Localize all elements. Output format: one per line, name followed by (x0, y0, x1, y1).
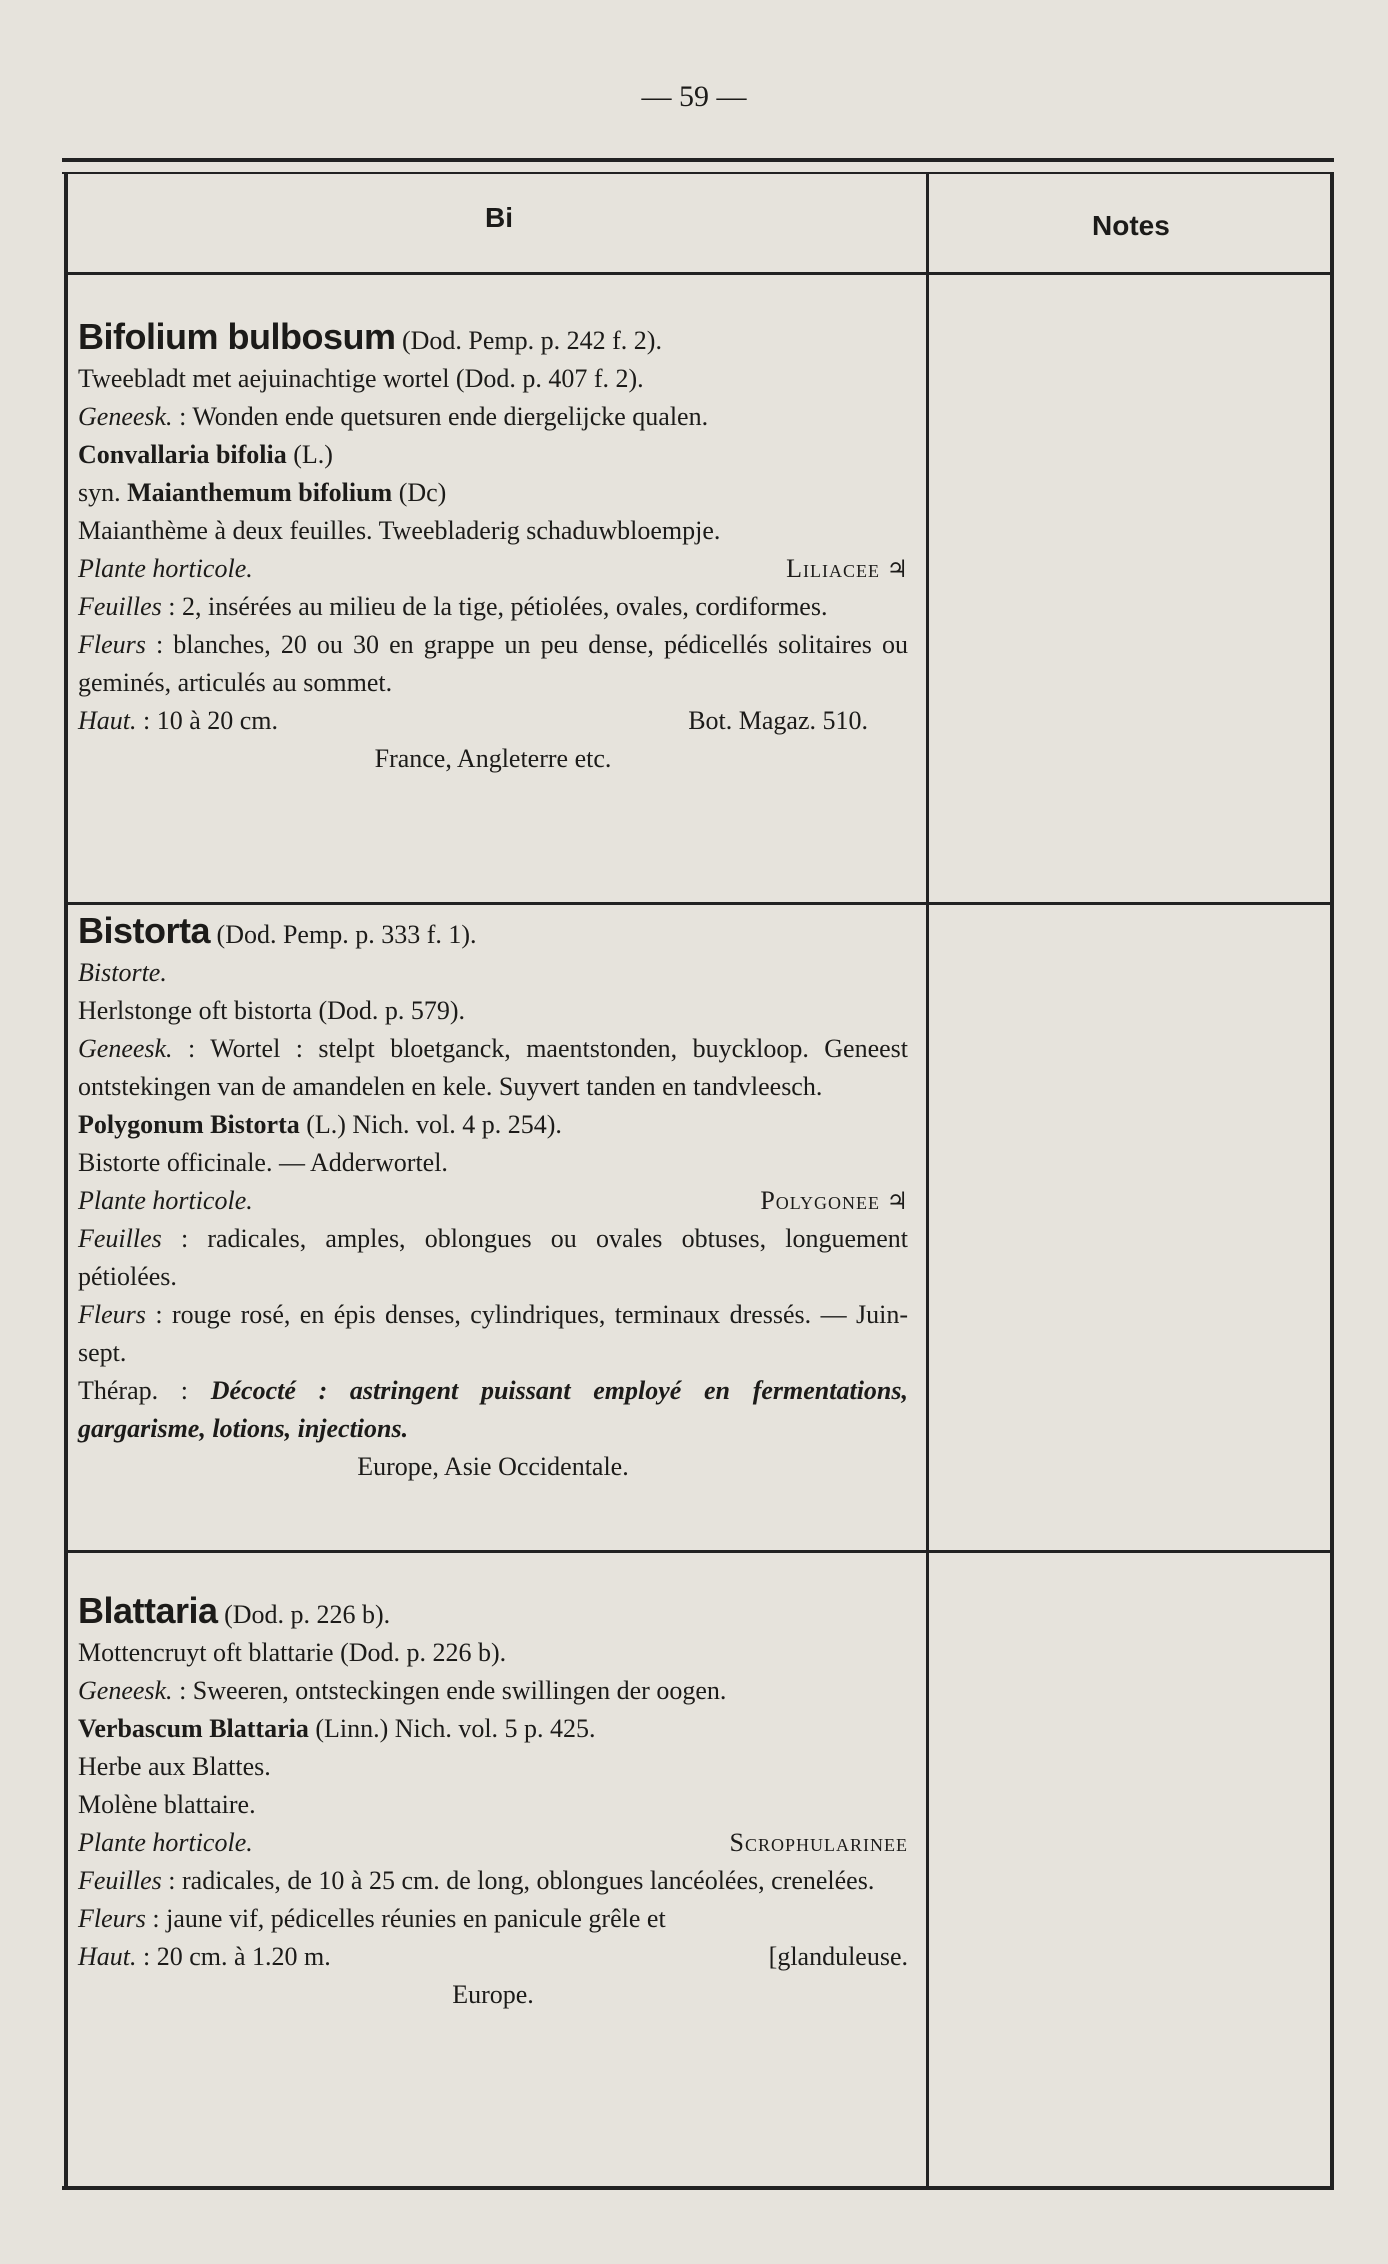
table-top-rule-inner (62, 172, 1334, 174)
page-number: — 59 — (641, 80, 747, 113)
fleurs-text: : jaune vif, pédicelles réunies en panicule grêle et (152, 1904, 666, 1933)
fleurs-continuation: [glanduleuse. (768, 1942, 908, 1971)
latin-name: Verbascum Blattaria (78, 1714, 309, 1743)
fleurs-text: : rouge rosé, en épis denses, cylindriques, terminaux dressés. — Juin-sept. (78, 1300, 908, 1367)
latin-author: (L.) Nich. vol. 4 p. 254). (306, 1110, 562, 1139)
fleurs-text: : blanches, 20 ou 30 en grappe un peu dense, pédicellés solitaires ou geminés, articulés au sommet. (78, 630, 909, 697)
entry-bifolium (78, 318, 908, 778)
family-name: Scrophularinee (729, 1828, 908, 1857)
haut-label: Haut. (78, 706, 137, 735)
entry-title: Bifolium bulbosum (78, 316, 396, 357)
region: Europe, Asie Occidentale. (357, 1452, 629, 1481)
entry-line: Herlstonge oft bistorta (Dod. p. 579). (78, 996, 466, 1025)
latin-name: Polygonum Bistorta (78, 1110, 300, 1139)
geneesk-text: : Wonden ende quetsuren ende diergelijcke qualen. (179, 402, 709, 431)
synonym-name: Maianthemum bifolium (127, 478, 393, 507)
table-top-rule (62, 158, 1334, 162)
therap-text: Décocté : astringent puissant employé en fermentations, gargarisme, lotions, injections. (78, 1376, 908, 1443)
plante-note: Plante horticole. (78, 1186, 253, 1215)
plante-note: Plante horticole. (78, 554, 253, 583)
geneesk-label: Geneesk. (78, 1034, 173, 1063)
table-left-border (64, 172, 68, 2188)
entry-line: Tweebladt met aejuinachtige wortel (Dod. p. 407 f. 2). (78, 364, 644, 393)
geneesk-label: Geneesk. (78, 402, 173, 431)
feuilles-text: : radicales, de 10 à 25 cm. de long, oblongues lancéolées, crenelées. (168, 1866, 875, 1895)
entry-blattaria (78, 1592, 908, 2014)
entry-title: Blattaria (78, 1590, 218, 1631)
geneesk-text: : Sweeren, ontsteckingen ende swillingen der oogen. (179, 1676, 727, 1705)
family-name: Liliacee (786, 554, 880, 583)
feuilles-text: : radicales, amples, oblongues ou ovales obtuses, longuement pétiolées. (78, 1224, 909, 1291)
header-bottom-rule (64, 272, 1334, 275)
latin-name: Convallaria bifolia (78, 440, 287, 469)
feuilles-label: Feuilles (78, 1866, 162, 1895)
perennial-symbol: ♃ (886, 555, 908, 583)
geneesk-text: : Wortel : stelpt bloetganck, maentstonden, buyckloop. Geneest ontstekingen van de amandelen en kele. Suyvert tanden en tandvleesch. (78, 1034, 909, 1101)
plante-note: Plante horticole. (78, 1828, 253, 1857)
common-names: Bistorte officinale. — Adderwortel. (78, 1148, 448, 1177)
haut-text: : 10 à 20 cm. (143, 706, 279, 735)
column-divider (926, 172, 929, 2188)
latin-author: (L.) (293, 440, 333, 469)
perennial-symbol: ♃ (886, 1187, 908, 1215)
latin-author: (Linn.) Nich. vol. 5 p. 425. (315, 1714, 596, 1743)
fleurs-label: Fleurs (78, 1904, 146, 1933)
entry-reference: (Dod. p. 226 b). (224, 1600, 391, 1629)
fleurs-label: Fleurs (78, 1300, 146, 1329)
feuilles-label: Feuilles (78, 1224, 162, 1253)
region: Europe. (452, 1980, 534, 2009)
feuilles-label: Feuilles (78, 592, 162, 621)
entry-divider-1 (64, 902, 1334, 905)
geneesk-label: Geneesk. (78, 1676, 173, 1705)
column-header-notes: Notes (1092, 210, 1170, 241)
entry-reference: (Dod. Pemp. p. 242 f. 2). (401, 326, 662, 355)
table-right-border (1330, 172, 1334, 2188)
table-bottom-rule (62, 2186, 1334, 2190)
common-names: Molène blattaire. (78, 1790, 256, 1819)
entry-bistorta (78, 912, 908, 1486)
family-name: Polygonee (760, 1186, 880, 1215)
common-names: Herbe aux Blattes. (78, 1752, 271, 1781)
entry-divider-2 (64, 1550, 1334, 1553)
entry-line: Bistorte. (78, 958, 167, 987)
entry-title: Bistorta (78, 910, 211, 951)
bot-reference: Bot. Magaz. 510. (688, 706, 868, 735)
region: France, Angleterre etc. (374, 744, 612, 773)
common-names: Maianthème à deux feuilles. Tweebladerig schaduwbloempje. (78, 516, 721, 545)
feuilles-text: : 2, insérées au milieu de la tige, pétiolées, ovales, cordiformes. (168, 592, 828, 621)
therap-label: Thérap. : (78, 1376, 189, 1405)
haut-text: : 20 cm. à 1.20 m. (143, 1942, 331, 1971)
synonym-prefix: syn. (78, 478, 121, 507)
column-header-bi: Bi (485, 202, 513, 233)
entry-line: Mottencruyt oft blattarie (Dod. p. 226 b). (78, 1638, 507, 1667)
fleurs-label: Fleurs (78, 630, 146, 659)
haut-label: Haut. (78, 1942, 137, 1971)
entry-reference: (Dod. Pemp. p. 333 f. 1). (216, 920, 477, 949)
synonym-author: (Dc) (398, 478, 447, 507)
